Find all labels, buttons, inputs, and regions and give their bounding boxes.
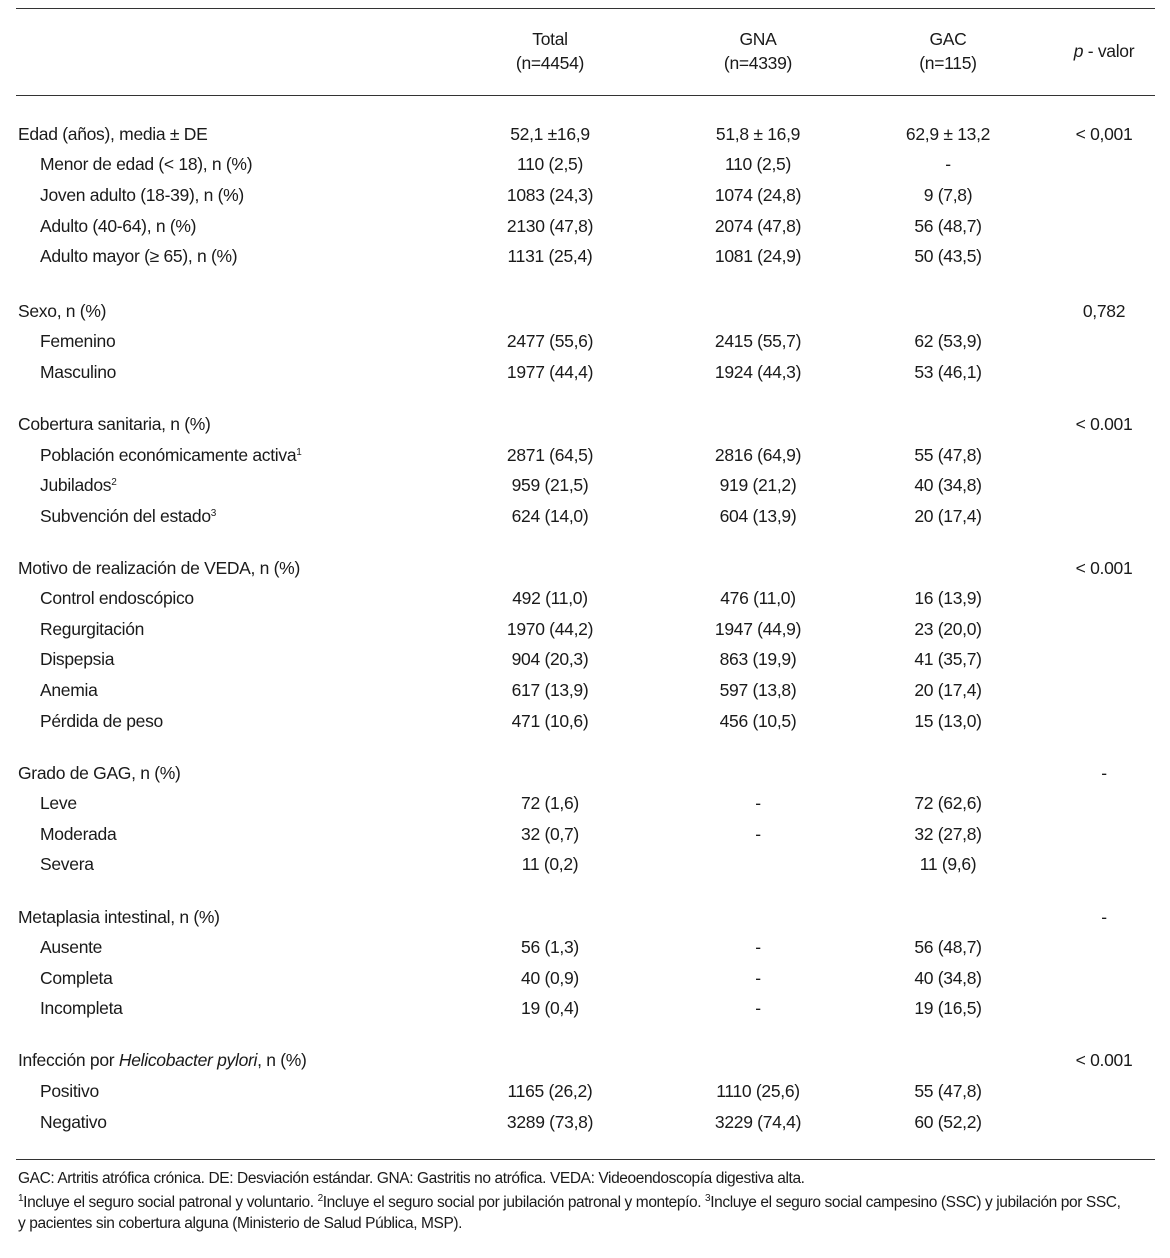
col-header-gna-n: (n=4339) bbox=[723, 53, 793, 73]
cell-total: 72 (1,6) bbox=[521, 793, 579, 813]
footnote-mark-3: 3 bbox=[705, 1193, 711, 1204]
footnote-mark-2: 2 bbox=[317, 1193, 323, 1204]
footnote-3-text: Incluye el seguro social campesino (SSC) y jubilación por SSC, bbox=[710, 1194, 1121, 1211]
footnote-abbrev-text: GAC: Artritis atrófica crónica. DE: Desviación estándar. GNA: Gastritis no atrófica. VEDA: Videoendoscopía digestiva alta. bbox=[18, 1170, 805, 1187]
row-label bbox=[40, 790, 77, 816]
table-row bbox=[0, 934, 1170, 960]
cell-pvalue: < 0,001 bbox=[1075, 124, 1133, 144]
table-row bbox=[0, 359, 1170, 385]
row-label-italic: Helicobacter pylori bbox=[118, 1050, 258, 1070]
cell-gac: 62 (53,9) bbox=[914, 331, 982, 351]
cell-gac: 40 (34,8) bbox=[914, 968, 982, 988]
row-label bbox=[40, 213, 196, 239]
table-row bbox=[0, 677, 1170, 703]
table-row bbox=[0, 790, 1170, 816]
row-label bbox=[18, 760, 181, 786]
table-row bbox=[0, 965, 1170, 991]
cell-gna: 476 (11,0) bbox=[720, 588, 796, 608]
cell-gna: 51,8 ± 16,9 bbox=[715, 124, 801, 144]
cell-gna: 1110 (25,6) bbox=[716, 1081, 800, 1101]
row-label-part: Infección por bbox=[18, 1050, 119, 1070]
cell-gna: - bbox=[755, 968, 761, 988]
cell-gna: - bbox=[755, 937, 761, 957]
table-row bbox=[0, 1078, 1170, 1104]
cell-total: 52,1 ±16,9 bbox=[510, 124, 590, 144]
row-label bbox=[40, 503, 216, 529]
table-row bbox=[0, 616, 1170, 642]
row-label-text: Moderada bbox=[40, 824, 117, 844]
cell-gna: 2415 (55,7) bbox=[714, 331, 802, 351]
pvalue-italic-p: p bbox=[1073, 41, 1084, 61]
cell-gac: 16 (13,9) bbox=[914, 588, 982, 608]
row-label-text: Anemia bbox=[40, 680, 98, 700]
cell-gac: 20 (17,4) bbox=[914, 506, 982, 526]
col-header-gna-name: GNA bbox=[739, 29, 777, 49]
row-label-text: Adulto mayor (≥ 65), n (%) bbox=[40, 246, 238, 266]
row-label bbox=[40, 1109, 107, 1135]
row-label-text: Cobertura sanitaria, n (%) bbox=[18, 414, 211, 434]
row-label-text: Femenino bbox=[40, 331, 116, 351]
table-row bbox=[0, 182, 1170, 208]
row-label-text: Positivo bbox=[40, 1081, 99, 1101]
footnote-notes bbox=[18, 1192, 1158, 1214]
cell-pvalue: < 0.001 bbox=[1075, 414, 1133, 434]
cell-gna: 456 (10,5) bbox=[719, 711, 797, 731]
row-label-text: Negativo bbox=[40, 1112, 107, 1132]
cell-total: 1977 (44,4) bbox=[506, 362, 594, 382]
row-label-text: Masculino bbox=[40, 362, 117, 382]
row-label bbox=[40, 1078, 99, 1104]
cell-total: 3289 (73,8) bbox=[506, 1112, 594, 1132]
row-label-text: Control endoscópico bbox=[40, 588, 194, 608]
row-label-text: Motivo de realización de VEDA, n (%) bbox=[18, 558, 300, 578]
cell-gac: 55 (47,8) bbox=[914, 1081, 982, 1101]
row-label-text: Ausente bbox=[40, 937, 103, 957]
row-label bbox=[18, 555, 300, 581]
table-row bbox=[0, 585, 1170, 611]
row-label-text: Grado de GAG, n (%) bbox=[18, 763, 181, 783]
table-row bbox=[0, 213, 1170, 239]
cell-gac: 40 (34,8) bbox=[914, 475, 982, 495]
cell-pvalue: 0,782 bbox=[1082, 301, 1126, 321]
cell-total: 19 (0,4) bbox=[521, 998, 579, 1018]
footnote-3-continuation-text: y pacientes sin cobertura alguna (Ministerio de Salud Pública, MSP). bbox=[18, 1215, 463, 1232]
cell-gac: 56 (48,7) bbox=[914, 216, 982, 236]
col-header-total-n: (n=4454) bbox=[515, 53, 585, 73]
table-row bbox=[0, 442, 1170, 468]
table-section-row bbox=[0, 298, 1170, 324]
cell-gna: 919 (21,2) bbox=[719, 475, 797, 495]
table-row bbox=[0, 328, 1170, 354]
cell-total: 40 (0,9) bbox=[521, 968, 579, 988]
cell-total: 1131 (25,4) bbox=[507, 246, 593, 266]
row-label bbox=[40, 965, 113, 991]
cell-gna: 1081 (24,9) bbox=[714, 246, 802, 266]
cell-gac: 15 (13,0) bbox=[914, 711, 982, 731]
cell-total: 32 (0,7) bbox=[521, 824, 579, 844]
row-label-text: Dispepsia bbox=[40, 649, 115, 669]
cell-gna: 2816 (64,9) bbox=[714, 445, 802, 465]
cell-total: 959 (21,5) bbox=[511, 475, 589, 495]
cell-gna: 1947 (44,9) bbox=[714, 619, 802, 639]
row-label-part: , n (%) bbox=[257, 1050, 307, 1070]
cell-gna: - bbox=[755, 998, 761, 1018]
table-section-row bbox=[0, 555, 1170, 581]
cell-total: 617 (13,9) bbox=[511, 680, 589, 700]
row-label-text: Severa bbox=[40, 854, 94, 874]
cell-gna: 110 (2,5) bbox=[724, 154, 792, 174]
row-label-text: Completa bbox=[40, 968, 113, 988]
cell-total: 624 (14,0) bbox=[511, 506, 589, 526]
row-label-footnote-mark: 1 bbox=[296, 447, 302, 458]
cell-gac: 50 (43,5) bbox=[914, 246, 982, 266]
table-row bbox=[0, 851, 1170, 877]
cell-gna: 3229 (74,4) bbox=[714, 1112, 802, 1132]
cell-gac: 32 (27,8) bbox=[914, 824, 982, 844]
cell-pvalue: < 0.001 bbox=[1075, 558, 1133, 578]
table-row bbox=[0, 151, 1170, 177]
cell-gac: 53 (46,1) bbox=[914, 362, 982, 382]
col-header-gac-n: (n=115) bbox=[919, 53, 977, 73]
cell-pvalue: - bbox=[1101, 763, 1107, 783]
table-section-row bbox=[0, 760, 1170, 786]
row-label bbox=[40, 821, 116, 847]
table-row bbox=[0, 646, 1170, 672]
cell-gna: 2074 (47,8) bbox=[714, 216, 802, 236]
cell-gac: 62,9 ± 13,2 bbox=[905, 124, 991, 144]
cell-pvalue: < 0.001 bbox=[1075, 1050, 1133, 1070]
row-label bbox=[40, 708, 163, 734]
table-row bbox=[0, 995, 1170, 1021]
table-row bbox=[0, 503, 1170, 529]
row-label bbox=[40, 243, 237, 269]
cell-total: 2477 (55,6) bbox=[506, 331, 594, 351]
cell-total: 11 (0,2) bbox=[521, 854, 579, 874]
table-row bbox=[0, 821, 1170, 847]
cell-total: 471 (10,6) bbox=[511, 711, 589, 731]
cell-pvalue: - bbox=[1101, 907, 1107, 927]
row-label bbox=[18, 904, 220, 930]
cell-gac: 23 (20,0) bbox=[914, 619, 982, 639]
row-label-text: Menor de edad (< 18), n (%) bbox=[40, 154, 253, 174]
table-section-row bbox=[0, 1047, 1170, 1073]
cell-total: 110 (2,5) bbox=[516, 154, 584, 174]
pvalue-rest: - valor bbox=[1083, 41, 1135, 61]
row-label bbox=[40, 677, 98, 703]
cell-gna: - bbox=[755, 793, 761, 813]
row-label-text: Pérdida de peso bbox=[40, 711, 163, 731]
footnote-continuation bbox=[18, 1213, 1158, 1235]
row-label-text: Jubilados bbox=[40, 475, 112, 495]
row-label-text: Incompleta bbox=[40, 998, 123, 1018]
cell-gac: 60 (52,2) bbox=[914, 1112, 982, 1132]
cell-gna: 863 (19,9) bbox=[719, 649, 797, 669]
table-section-row bbox=[0, 904, 1170, 930]
cell-gna: 1074 (24,8) bbox=[714, 185, 802, 205]
row-label-text: Joven adulto (18-39), n (%) bbox=[40, 185, 244, 205]
cell-gac: 55 (47,8) bbox=[914, 445, 982, 465]
cell-total: 1083 (24,3) bbox=[506, 185, 594, 205]
cell-total: 56 (1,3) bbox=[521, 937, 579, 957]
cell-gac: 72 (62,6) bbox=[914, 793, 982, 813]
row-label-text: Adulto (40-64), n (%) bbox=[40, 216, 197, 236]
bottom-rule bbox=[16, 1159, 1155, 1160]
cell-gac: 41 (35,7) bbox=[914, 649, 982, 669]
row-label bbox=[40, 359, 116, 385]
cell-gac: 56 (48,7) bbox=[914, 937, 982, 957]
table-row bbox=[0, 708, 1170, 734]
cell-gna: 1924 (44,3) bbox=[714, 362, 802, 382]
cell-gna: 604 (13,9) bbox=[719, 506, 797, 526]
footnote-2-text: Incluye el seguro social por jubilación patronal y montepío. bbox=[322, 1194, 706, 1211]
row-label bbox=[40, 851, 94, 877]
row-label bbox=[18, 298, 106, 324]
row-label bbox=[18, 411, 211, 437]
row-label-text: Subvención del estado bbox=[40, 506, 211, 526]
cell-gac: 19 (16,5) bbox=[914, 998, 982, 1018]
row-label-footnote-mark: 3 bbox=[210, 508, 217, 519]
row-label-text: Regurgitación bbox=[40, 619, 145, 639]
table-row bbox=[0, 1109, 1170, 1135]
cell-total: 492 (11,0) bbox=[512, 588, 588, 608]
cell-gna: 597 (13,8) bbox=[719, 680, 797, 700]
row-label bbox=[40, 934, 102, 960]
row-label-text: Metaplasia intestinal, n (%) bbox=[18, 907, 220, 927]
cell-total: 2130 (47,8) bbox=[506, 216, 594, 236]
row-label bbox=[40, 616, 144, 642]
table-row bbox=[0, 472, 1170, 498]
row-label bbox=[40, 151, 252, 177]
table-row bbox=[0, 243, 1170, 269]
row-label bbox=[40, 182, 244, 208]
cell-gac: - bbox=[945, 154, 951, 174]
col-header-gac-name: GAC bbox=[929, 29, 967, 49]
row-label bbox=[40, 328, 115, 354]
cell-total: 1970 (44,2) bbox=[506, 619, 594, 639]
row-label bbox=[18, 1047, 307, 1073]
footnote-abbreviations bbox=[18, 1168, 1158, 1190]
row-label-text: Edad (años), media ± DE bbox=[18, 124, 208, 144]
row-label-text: Población económicamente activa bbox=[40, 445, 297, 465]
row-label-text: Sexo, n (%) bbox=[18, 301, 107, 321]
footnote-mark-1: 1 bbox=[18, 1193, 24, 1204]
row-label bbox=[40, 442, 302, 468]
row-label bbox=[18, 121, 207, 147]
cell-gac: 9 (7,8) bbox=[923, 185, 973, 205]
cell-total: 2871 (64,5) bbox=[506, 445, 594, 465]
table-section-row bbox=[0, 411, 1170, 437]
col-header-total-name: Total bbox=[532, 29, 568, 49]
table-section-row bbox=[0, 121, 1170, 147]
row-label-footnote-mark: 2 bbox=[111, 477, 117, 488]
cell-gna: - bbox=[755, 824, 761, 844]
row-label bbox=[40, 585, 194, 611]
row-label bbox=[40, 472, 117, 498]
cell-gac: 20 (17,4) bbox=[914, 680, 982, 700]
row-label bbox=[40, 646, 114, 672]
cell-total: 904 (20,3) bbox=[511, 649, 589, 669]
row-label bbox=[40, 995, 123, 1021]
row-label-text: Leve bbox=[40, 793, 77, 813]
footnote-1-text: Incluye el seguro social patronal y voluntario. bbox=[23, 1194, 318, 1211]
cell-gac: 11 (9,6) bbox=[919, 854, 977, 874]
cell-total: 1165 (26,2) bbox=[507, 1081, 593, 1101]
